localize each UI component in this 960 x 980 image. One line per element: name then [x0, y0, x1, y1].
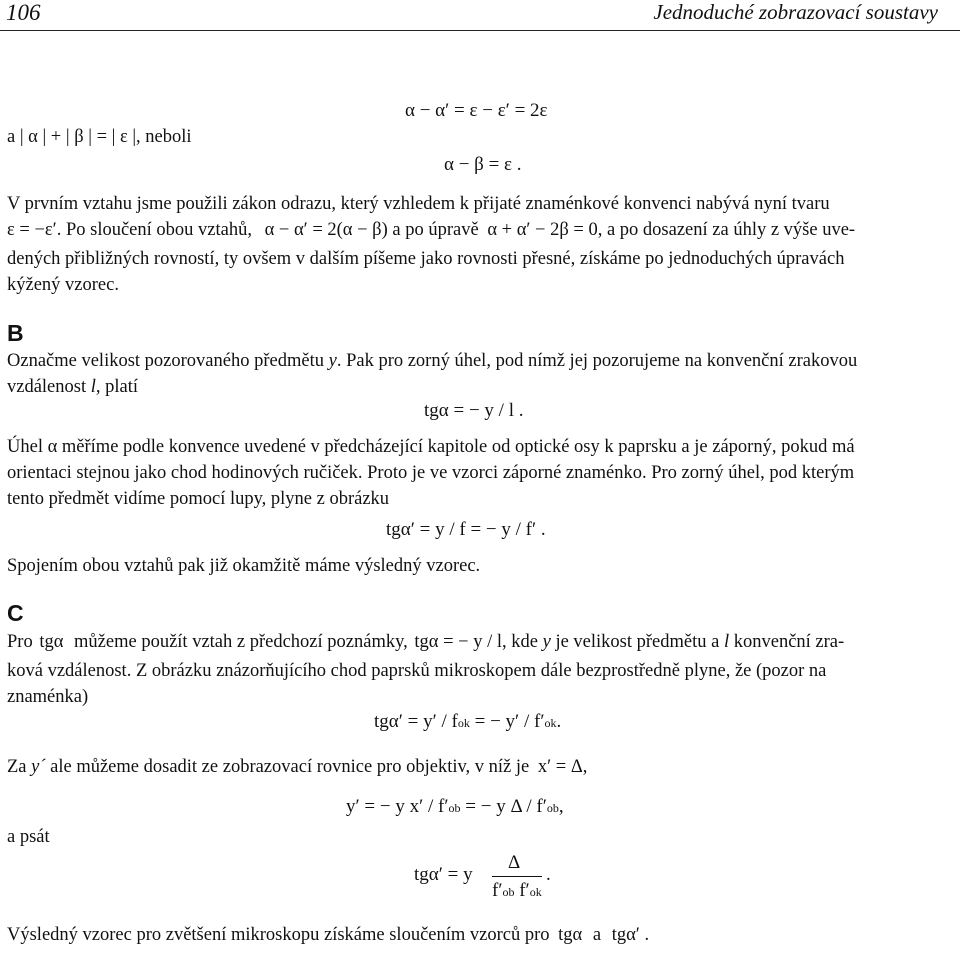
equation-7-lhs: tgα′ = y — [414, 864, 473, 885]
equation-4: tgα′ = y / f = − y / f′ . — [386, 519, 546, 540]
equation-7-end: . — [546, 864, 551, 885]
equation-3: tgα = − y / l . — [424, 400, 524, 421]
final-line: Výsledný vzorec pro zvětšení mikroskopu získáme sloučením vzorců pro tgα a tgα′ . — [7, 925, 650, 945]
equation-5: tgα′ = y′ / fok = − y′ / f′ok. — [374, 711, 562, 732]
section-b-para2-line3: tento předmět vidíme pomocí lupy, plyne z obrázku — [7, 489, 390, 509]
page-header — [0, 0, 960, 31]
a-psat: a psát — [7, 827, 50, 847]
section-b-line1: Označme velikost pozorovaného předmětu y. Pak pro zorný úhel, pod nímž jej pozorujeme na konvenční zrakovou — [7, 351, 858, 371]
fraction-bar — [492, 876, 542, 877]
running-title: Jednoduché zobrazovací soustavy — [653, 0, 938, 24]
section-b-line2: vzdálenost l, platí — [7, 377, 139, 397]
section-b-heading: B — [7, 320, 24, 346]
section-c-line3: znaménka) — [7, 687, 89, 707]
equation-2: α − β = ε . — [444, 154, 522, 175]
page-number: 106 — [6, 0, 41, 25]
section-c-line4: Za y´ ale můžeme dosadit ze zobrazovací rovnice pro objektiv, v níž je x′ = Δ, — [7, 757, 588, 777]
section-b-para3: Spojením obou vztahů pak již okamžitě máme výsledný vzorec. — [7, 556, 481, 576]
section-c-line1: Pro tgα můžeme použít vztah z předchozí poznámky, tgα = − y / l, kde y je velikost předmětu a l konvenční zra- — [7, 632, 845, 652]
para1-line3: dených přibližných rovností, ty ovšem v dalším píšeme jako rovnosti přesné, získáme po jednoduchých úpravách — [7, 249, 845, 269]
para1-line2: ε = −ε′. Po sloučení obou vztahů, α − α′ = 2(α − β) a po úpravě α + α′ − 2β = 0, a po dosazení za úhly z výše uve- — [7, 220, 856, 240]
equation-1: α − α′ = ε − ε′ = 2ε — [405, 100, 548, 121]
para1-line4: kýžený vzorec. — [7, 275, 119, 295]
equation-7-numerator: Δ — [508, 852, 521, 873]
section-c-heading: C — [7, 600, 24, 626]
text-line-a: a | α | + | β | = | ε |, neboli — [7, 127, 192, 147]
section-b-para2-line2: orientaci stejnou jako chod hodinových ručiček. Proto je ve vzorci záporné znaménko. Pro zorný úhel, pod kterým — [7, 463, 855, 483]
para1-line1: V prvním vztahu jsme použili zákon odrazu, který vzhledem k přijaté znaménkové konvenci nabývá nyní tvaru — [7, 194, 830, 214]
equation-7-denominator: f′ob f′ok — [492, 880, 542, 901]
equation-6: y′ = − y x′ / f′ob = − y Δ / f′ob, — [346, 796, 564, 817]
section-c-line2: ková vzdálenost. Z obrázku znázorňujícího chod paprsků mikroskopem dále bezprostředně plyne, že (pozor na — [7, 661, 827, 681]
section-b-para2-line1: Úhel α měříme podle konvence uvedené v předcházející kapitole od optické osy k paprsku a je záporný, pokud má — [7, 437, 855, 457]
